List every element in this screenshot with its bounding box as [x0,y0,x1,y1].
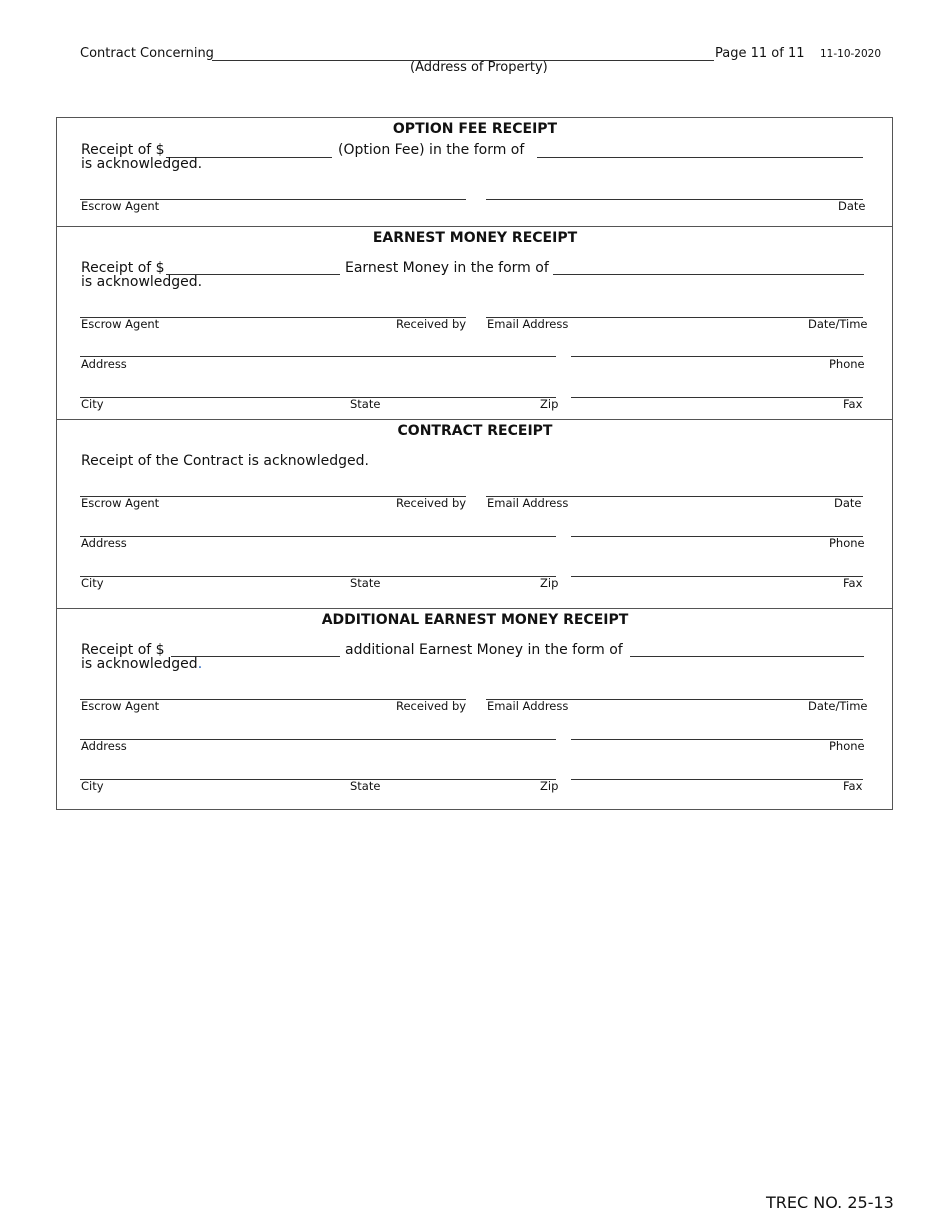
email-address-label: Email Address [487,317,569,331]
zip-label: Zip [540,397,559,411]
state-label: State [350,576,381,590]
escrow-agent-label: Escrow Agent [81,496,160,510]
address-caption: (Address of Property) [410,60,548,75]
address-label: Address [81,536,127,550]
address-line[interactable] [80,356,556,357]
earnest-money-form-field[interactable] [553,274,864,275]
email-address-label: Email Address [487,496,569,510]
fax-line[interactable] [571,576,863,577]
address-label: Address [81,357,127,371]
revision-date: 11-10-2020 [820,48,882,60]
acknowledged-words: is acknowledged [81,656,198,672]
city-label: City [81,397,104,411]
receipt-middle-text: additional Earnest Money in the form of [345,642,623,658]
section-divider [56,608,893,609]
date-label: Date [834,496,862,510]
receipt-prefix: Receipt of $ [81,642,165,658]
city-state-zip-line[interactable] [80,576,556,577]
phone-label: Phone [829,739,865,753]
fax-label: Fax [843,779,863,793]
acknowledged-text: is acknowledged. [81,274,203,290]
section-divider [56,419,893,420]
phone-line[interactable] [571,739,863,740]
phone-label: Phone [829,357,865,371]
acknowledged-text: is acknowledged. [81,156,203,172]
receipt-middle-text: Earnest Money in the form of [345,260,549,276]
city-label: City [81,576,104,590]
zip-label: Zip [540,779,559,793]
acknowledged-text [81,656,202,672]
receipt-prefix: Receipt of $ [81,142,165,158]
received-by-label: Received by [396,699,467,713]
received-by-label: Received by [396,496,467,510]
escrow-agent-label: Escrow Agent [81,699,160,713]
state-label: State [350,397,381,411]
escrow-agent-label: Escrow Agent [81,199,160,213]
city-state-zip-line[interactable] [80,779,556,780]
city-state-zip-line[interactable] [80,397,556,398]
escrow-agent-label: Escrow Agent [81,317,160,331]
page-number: Page 11 of 11 [715,46,805,61]
section-title: OPTION FEE RECEIPT [392,121,558,137]
additional-form-field[interactable] [630,656,864,657]
date-line[interactable] [486,199,863,200]
email-address-label: Email Address [487,699,569,713]
section-divider [56,226,893,227]
datetime-label: Date/Time [808,699,868,713]
section-title: EARNEST MONEY RECEIPT [372,230,578,246]
address-line[interactable] [80,536,556,537]
received-by-label: Received by [396,317,467,331]
receipt-middle-text: (Option Fee) in the form of [338,142,525,158]
acknowledged-period: . [197,656,203,672]
fax-line[interactable] [571,397,863,398]
contract-acknowledged-text: Receipt of the Contract is acknowledged. [81,453,369,469]
receipt-prefix: Receipt of $ [81,260,165,276]
option-fee-form-field[interactable] [537,157,863,158]
city-label: City [81,779,104,793]
fax-line[interactable] [571,779,863,780]
fax-label: Fax [843,397,863,411]
date-label: Date [838,199,866,213]
section-title: ADDITIONAL EARNEST MONEY RECEIPT [321,612,629,628]
section-title: CONTRACT RECEIPT [397,423,553,439]
datetime-label: Date/Time [808,317,868,331]
form-number: TREC NO. 25-13 [766,1193,894,1212]
contract-concerning-label: Contract Concerning [80,46,214,61]
phone-line[interactable] [571,536,863,537]
phone-line[interactable] [571,356,863,357]
fax-label: Fax [843,576,863,590]
phone-label: Phone [829,536,865,550]
zip-label: Zip [540,576,559,590]
address-line[interactable] [80,739,556,740]
address-label: Address [81,739,127,753]
state-label: State [350,779,381,793]
